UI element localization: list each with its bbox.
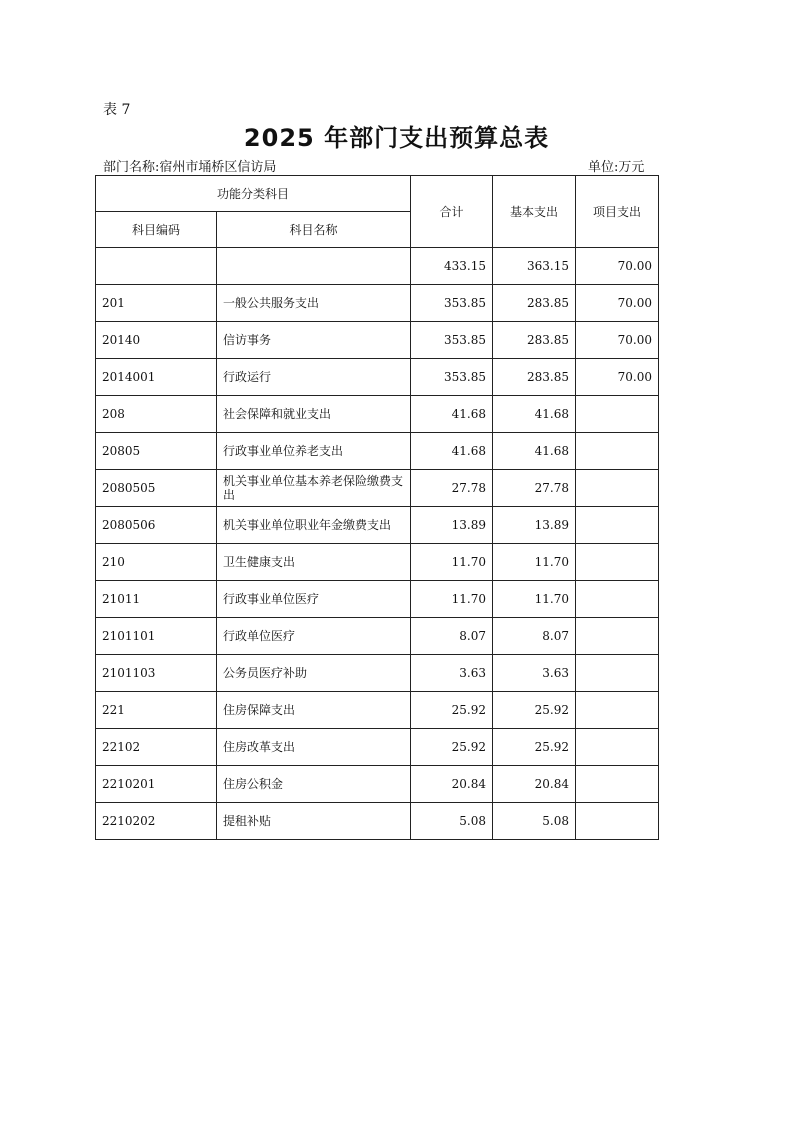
- table-row: [96, 655, 659, 692]
- cell-total: 41.68: [411, 396, 493, 433]
- table-row: [96, 544, 659, 581]
- cell-basic: 20.84: [493, 766, 576, 803]
- header-subject-code: 科目编码: [96, 212, 217, 248]
- cell-total: 353.85: [411, 285, 493, 322]
- cell-project: 70.00: [576, 248, 659, 285]
- cell-name: 行政单位医疗: [217, 618, 411, 655]
- cell-basic: 41.68: [493, 433, 576, 470]
- cell-total: 11.70: [411, 544, 493, 581]
- cell-total: 27.78: [411, 470, 493, 507]
- cell-code: 2014001: [96, 359, 217, 396]
- cell-basic: 11.70: [493, 544, 576, 581]
- cell-project: 70.00: [576, 285, 659, 322]
- table-row: [96, 322, 659, 359]
- table-row: [96, 766, 659, 803]
- header-function-category: 功能分类科目: [96, 176, 411, 212]
- cell-code: 208: [96, 396, 217, 433]
- header-project-expense: 项目支出: [576, 176, 659, 248]
- cell-basic: 8.07: [493, 618, 576, 655]
- cell-name: 住房公积金: [217, 766, 411, 803]
- cell-project: [576, 433, 659, 470]
- cell-project: [576, 396, 659, 433]
- cell-basic: 283.85: [493, 359, 576, 396]
- cell-project: [576, 692, 659, 729]
- table-row: [96, 433, 659, 470]
- header-subject-name: 科目名称: [217, 212, 411, 248]
- cell-project: [576, 655, 659, 692]
- cell-project: 70.00: [576, 359, 659, 396]
- cell-code: 221: [96, 692, 217, 729]
- cell-basic: 11.70: [493, 581, 576, 618]
- cell-name: 信访事务: [217, 322, 411, 359]
- department-name: 部门名称:宿州市埇桥区信访局: [103, 160, 277, 175]
- cell-basic: 283.85: [493, 322, 576, 359]
- header-total: 合计: [411, 176, 493, 248]
- page-title: 2025 年部门支出预算总表: [243, 124, 550, 152]
- cell-project: [576, 803, 659, 840]
- cell-code: 201: [96, 285, 217, 322]
- table-body: [96, 248, 659, 840]
- header-basic-expense: 基本支出: [493, 176, 576, 248]
- cell-basic: 25.92: [493, 692, 576, 729]
- table-row: [96, 803, 659, 840]
- cell-code: 21011: [96, 581, 217, 618]
- cell-code: 2210201: [96, 766, 217, 803]
- cell-name: 机关事业单位职业年金缴费支出: [217, 507, 411, 544]
- cell-project: [576, 581, 659, 618]
- cell-name: 一般公共服务支出: [217, 285, 411, 322]
- cell-code: 2101103: [96, 655, 217, 692]
- cell-project: [576, 544, 659, 581]
- cell-name: 卫生健康支出: [217, 544, 411, 581]
- cell-total: 11.70: [411, 581, 493, 618]
- cell-basic: 3.63: [493, 655, 576, 692]
- cell-basic: 363.15: [493, 248, 576, 285]
- cell-name: 行政事业单位医疗: [217, 581, 411, 618]
- cell-total: 13.89: [411, 507, 493, 544]
- cell-name: [217, 248, 411, 285]
- budget-table: [95, 175, 659, 840]
- cell-code: 2080506: [96, 507, 217, 544]
- cell-project: [576, 618, 659, 655]
- cell-name: 住房保障支出: [217, 692, 411, 729]
- cell-total: 20.84: [411, 766, 493, 803]
- cell-basic: 283.85: [493, 285, 576, 322]
- cell-total: 25.92: [411, 692, 493, 729]
- cell-total: 433.15: [411, 248, 493, 285]
- unit-label: 单位:万元: [588, 160, 645, 175]
- cell-name: 社会保障和就业支出: [217, 396, 411, 433]
- table-row: [96, 396, 659, 433]
- cell-total: 353.85: [411, 322, 493, 359]
- table-row: [96, 507, 659, 544]
- cell-basic: 25.92: [493, 729, 576, 766]
- table-row: [96, 470, 659, 507]
- cell-project: [576, 507, 659, 544]
- cell-basic: 41.68: [493, 396, 576, 433]
- cell-code: 20140: [96, 322, 217, 359]
- cell-code: 20805: [96, 433, 217, 470]
- table-number: 表 7: [103, 102, 131, 118]
- cell-project: [576, 470, 659, 507]
- cell-name: 公务员医疗补助: [217, 655, 411, 692]
- table-row: [96, 359, 659, 396]
- cell-basic: 13.89: [493, 507, 576, 544]
- cell-project: [576, 766, 659, 803]
- table-row: [96, 581, 659, 618]
- cell-basic: 27.78: [493, 470, 576, 507]
- cell-code: [96, 248, 217, 285]
- table-row: [96, 692, 659, 729]
- cell-name: 住房改革支出: [217, 729, 411, 766]
- cell-total: 5.08: [411, 803, 493, 840]
- cell-name: 行政事业单位养老支出: [217, 433, 411, 470]
- cell-total: 25.92: [411, 729, 493, 766]
- cell-total: 8.07: [411, 618, 493, 655]
- cell-total: 353.85: [411, 359, 493, 396]
- cell-basic: 5.08: [493, 803, 576, 840]
- cell-code: 2101101: [96, 618, 217, 655]
- cell-name: 提租补贴: [217, 803, 411, 840]
- cell-total: 3.63: [411, 655, 493, 692]
- cell-code: 210: [96, 544, 217, 581]
- table-row: [96, 248, 659, 285]
- table-row: [96, 729, 659, 766]
- cell-code: 2080505: [96, 470, 217, 507]
- cell-project: [576, 729, 659, 766]
- cell-code: 2210202: [96, 803, 217, 840]
- table-row: [96, 285, 659, 322]
- cell-name: 机关事业单位基本养老保险缴费支出: [217, 470, 411, 507]
- cell-total: 41.68: [411, 433, 493, 470]
- table-row: [96, 618, 659, 655]
- cell-name: 行政运行: [217, 359, 411, 396]
- cell-project: 70.00: [576, 322, 659, 359]
- cell-code: 22102: [96, 729, 217, 766]
